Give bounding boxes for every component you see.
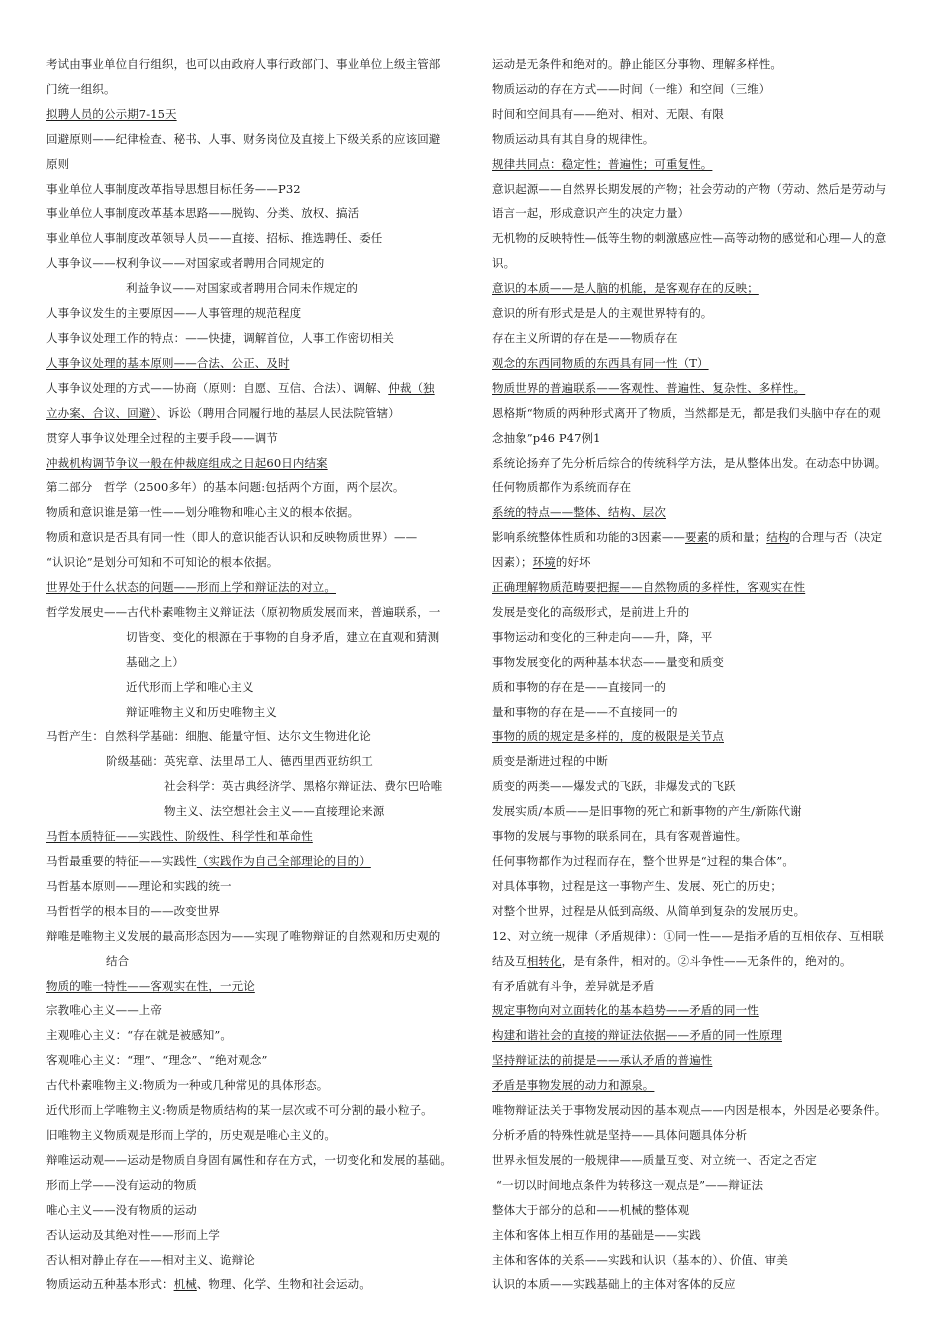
text-segment: 辩唯运动观——运动是物质自身固有属性和存在方式，一切变化和发展的基础。 [46, 1152, 452, 1167]
text-segment: 主体和客体的关系——实践和认识（基本的）、价值、审美 [492, 1252, 788, 1267]
underlined-text: 机械 [173, 1277, 197, 1292]
text-line [492, 700, 912, 725]
text-line [492, 1198, 912, 1223]
text-segment: 马哲最重要的特征——实践性 [46, 854, 197, 868]
text-segment: 的好坏 [555, 555, 591, 570]
text-line [46, 1098, 462, 1123]
text-line [46, 251, 462, 276]
text-segment: 有矛盾就有斗争，差异就是矛盾 [492, 978, 655, 993]
text-line [492, 849, 912, 874]
text-line [46, 127, 462, 152]
text-line [46, 52, 462, 77]
text-line [46, 749, 462, 774]
text-segment: 识。 [492, 256, 516, 271]
text-segment: 物质运动五种基本形式： [46, 1277, 174, 1292]
underlined-text: 系统的特点——整体、结构、层次 [492, 505, 666, 520]
text-segment: 主体和客体上相互作用的基础是——实践 [492, 1227, 701, 1242]
text-segment: 、物理、化学、生物和社会运动。 [196, 1277, 371, 1292]
text-line [492, 650, 912, 675]
text-line [492, 301, 912, 326]
text-line [492, 475, 912, 500]
text-segment: 人事争议处理工作的特点：——快捷，调解首位，人事工作密切相关 [46, 330, 394, 345]
text-line [46, 1023, 462, 1048]
text-segment: “认识论”是划分可知和不可知论的根本依据。 [46, 555, 279, 570]
text-segment: 阶级基础：英宪章、法里昂工人、德西里西亚纺织工 [106, 754, 373, 769]
underlined-text: 观念的东西同物质的东西具有同一性（T） [492, 355, 709, 370]
text-line [46, 924, 462, 949]
text-line [492, 177, 912, 202]
underlined-text: 仲裁（独 [388, 380, 435, 395]
text-line [46, 1173, 462, 1198]
text-segment: 考试由事业单位自行组织，也可以由政府人事行政部门、事业单位上级主管部 [46, 57, 441, 71]
text-line [46, 1248, 462, 1273]
text-segment: 近代形而上学和唯心主义 [126, 679, 254, 694]
text-line [46, 874, 462, 899]
text-line [492, 251, 912, 276]
text-line [46, 575, 462, 600]
text-line [46, 824, 462, 849]
text-segment: 任何事物都作为过程而存在，整个世界是“过程的集合体”。 [492, 854, 794, 868]
text-line [492, 575, 912, 600]
text-line [46, 650, 462, 675]
text-segment: 对具体事物，过程是这一事物产生、发展、死亡的历史； [492, 878, 782, 893]
left-text-column [46, 52, 462, 1297]
text-line [492, 451, 912, 476]
text-line [492, 201, 912, 226]
text-segment: 贯穿人事争议处理全过程的主要手段——调节 [46, 430, 278, 445]
text-segment: 分析矛盾的特殊性就是坚持——具体问题具体分析 [492, 1127, 748, 1142]
text-line [46, 1198, 462, 1223]
text-segment: 事业单位人事制度改革基本思路——脱钩、分类、放权、搞活 [46, 206, 360, 221]
text-line [46, 177, 462, 202]
text-line [46, 600, 462, 625]
text-segment: 运动是无条件和绝对的。静止能区分事物、理解多样性。 [492, 57, 782, 71]
text-segment: 结及互 [492, 953, 527, 968]
text-line [492, 152, 912, 177]
text-line [492, 899, 912, 924]
text-segment: 、诉讼（聘用合同履行地的基层人民法院管辖） [156, 405, 400, 420]
text-segment: 认识的本质——实践基础上的主体对客体的反应 [492, 1277, 736, 1292]
text-line [46, 351, 462, 376]
text-segment: 的合理与否（决定 [789, 530, 883, 545]
text-segment: 整体大于部分的总和——机械的整体观 [492, 1202, 690, 1217]
text-line [46, 276, 462, 301]
text-segment: 质变的两类——爆发式的飞跃，非爆发式的飞跃 [492, 779, 736, 794]
text-line [492, 500, 912, 525]
text-segment: 否认相对静止存在——相对主义、诡辩论 [46, 1252, 255, 1267]
text-line [46, 700, 462, 725]
underlined-text: 相转化 [526, 953, 562, 968]
text-segment: 切皆变、变化的根源在于事物的自身矛盾，建立在直观和猜测 [126, 629, 440, 644]
text-segment: 任何物质都作为系统而存在 [492, 480, 632, 495]
text-line [492, 949, 912, 974]
text-segment: 物质和意识是否具有同一性（即人的意识能否认识和反映物质世界）—— [46, 530, 418, 545]
text-line [46, 675, 462, 700]
text-segment: 影响系统整体性质和功能的3因素—— [492, 530, 686, 545]
text-line [46, 475, 462, 500]
text-line [46, 451, 462, 476]
text-line [492, 998, 912, 1023]
text-line [46, 525, 462, 550]
text-segment: 唯物辩证法关于事物发展动因的基本观点——内因是根本，外因是必要条件。 [492, 1103, 887, 1118]
text-segment: 马哲基本原则——理论和实践的统一 [46, 878, 232, 893]
text-segment: 12、对立统一规律（矛盾规律）：①同一性——是指矛盾的互相依存、互相联 [492, 928, 884, 943]
underlined-text: 人事争议处理的基本原则——合法、公正、及时 [46, 355, 290, 370]
text-segment: 否认运动及其绝对性——形而上学 [46, 1227, 220, 1242]
text-segment: 基础之上） [126, 654, 184, 669]
text-line [492, 1048, 912, 1073]
text-line [492, 1123, 912, 1148]
text-line [46, 500, 462, 525]
text-line [492, 276, 912, 301]
text-line [492, 675, 912, 700]
text-segment: 马哲产生：自然科学基础：细胞、能量守恒、达尔文生物进化论 [46, 729, 371, 744]
text-segment: 辩唯是唯物主义发展的最高形态因为——实现了唯物辩证的自然观和历史观的 [46, 928, 441, 943]
text-segment: 事业单位人事制度改革指导思想目标任务——P32 [46, 181, 301, 196]
text-line [492, 226, 912, 251]
text-segment: 量和事物的存在是——不直接同一的 [492, 704, 678, 719]
text-line [46, 1148, 462, 1173]
text-line [492, 351, 912, 376]
text-segment: 事物运动和变化的三种走向——升，降，平 [492, 629, 713, 644]
text-line [46, 1223, 462, 1248]
text-line [46, 550, 462, 575]
text-line [492, 326, 912, 351]
text-segment: 古代朴素唯物主义:物质为一种或几种常见的具体形态。 [46, 1078, 329, 1093]
text-line [492, 52, 912, 77]
text-line [46, 799, 462, 824]
text-line [46, 201, 462, 226]
text-line [492, 724, 912, 749]
text-segment: 社会科学：英古典经济学、黑格尔辩证法、费尔巴哈唯 [164, 779, 443, 794]
text-line [492, 824, 912, 849]
text-segment: 质变是渐进过程的中断 [492, 754, 608, 769]
text-line [492, 127, 912, 152]
text-line [46, 774, 462, 799]
underlined-text: 事物的质的规定是多样的，度的极限是关节点 [492, 729, 724, 744]
text-segment: 事物发展变化的两种基本状态——量变和质变 [492, 654, 724, 669]
text-segment: 世界永恒发展的一般规律——质量互变、对立统一、否定之否定 [492, 1152, 817, 1167]
text-line [46, 625, 462, 650]
text-segment: 恩格斯“物质的两种形式离开了物质，当然都是无，都是我们头脑中存在的观 [492, 405, 881, 420]
text-segment: 发展实质/本质——是旧事物的死亡和新事物的产生/新陈代谢 [492, 804, 802, 819]
text-segment: 旧唯物主义物质观是形而上学的，历史观是唯心主义的。 [46, 1127, 336, 1142]
text-segment: 客观唯心主义：“理”、“理念”、“绝对观念” [46, 1053, 268, 1068]
underlined-text: 物质世界的普遍联系——客观性、普遍性、复杂性、多样性。 [492, 380, 806, 395]
text-segment: 存在主义所谓的存在是——物质存在 [492, 330, 678, 345]
text-segment: 质和事物的存在是——直接同一的 [492, 679, 666, 694]
text-segment: 物质运动的存在方式——时间（一维）和空间（三维） [492, 81, 771, 96]
text-line [492, 426, 912, 451]
text-segment: 马哲哲学的根本目的——改变世界 [46, 903, 220, 918]
underlined-text: 立办案、合议、回避） [46, 405, 157, 420]
text-line [46, 974, 462, 999]
underlined-text: 正确理解物质范畴要把握——自然物质的多样性，客观实在性 [492, 580, 806, 595]
text-segment: 人事争议处理的方式——协商（原则：自愿、互信、合法）、调解、 [46, 380, 389, 395]
underlined-text: 意识的本质——是人脑的机能，是客观存在的反映； [492, 281, 759, 296]
text-line [492, 1148, 912, 1173]
text-segment: 结合 [106, 953, 130, 968]
text-line [46, 949, 462, 974]
underlined-text: 要素 [685, 530, 709, 545]
text-segment: 人事争议发生的主要原因——人事管理的规范程度 [46, 306, 302, 321]
text-segment: 形而上学——没有运动的物质 [46, 1177, 197, 1192]
text-line [492, 1098, 912, 1123]
underlined-text: 拟聘人员的公示期7-15天 [46, 106, 177, 121]
text-segment: 语言一起，形成意识产生的决定力量） [492, 206, 690, 221]
text-segment: 时间和空间具有——绝对、相对、无限、有限 [492, 106, 724, 121]
text-segment: 发展是变化的高级形式，是前进上升的 [492, 604, 690, 619]
text-segment: 物质和意识谁是第一性——划分唯物和唯心主义的根本依据。 [46, 505, 360, 520]
underlined-text: 构建和谐社会的直接的辩证法依据——矛盾的同一性原理 [492, 1028, 782, 1043]
right-text-column [492, 52, 912, 1297]
text-line [492, 799, 912, 824]
text-line [46, 301, 462, 326]
text-segment: 事物的发展与事物的联系同在，具有客观普遍性。 [492, 829, 748, 844]
underlined-text: （实践作为自己全部理论的目的） [196, 854, 371, 868]
text-segment: 人事争议——权利争议——对国家或者聘用合同规定的 [46, 256, 325, 271]
text-segment: 因素）； [492, 555, 533, 570]
text-line [492, 974, 912, 999]
underlined-text: 马哲本质特征——实践性、阶级性、科学性和革命性 [46, 829, 313, 844]
underlined-text: 矛盾是事物发展的动力和源泉。 [492, 1078, 655, 1093]
text-line [492, 874, 912, 899]
text-line [492, 600, 912, 625]
text-line [492, 749, 912, 774]
text-line [492, 1173, 912, 1198]
text-segment: 的质和量； [708, 530, 767, 545]
text-segment: 物质运动具有其自身的规律性。 [492, 131, 655, 146]
text-line [492, 1073, 912, 1098]
text-line [46, 1272, 462, 1297]
text-line [492, 102, 912, 127]
text-segment: 事业单位人事制度改革领导人员——直接、招标、推选聘任、委任 [46, 231, 383, 246]
text-segment: 念抽象”p46 P47例1 [492, 430, 601, 445]
text-segment: 利益争议——对国家或者聘用合同未作规定的 [126, 281, 358, 296]
text-segment: ，是有条件，相对的。②斗争性——无条件的，绝对的。 [561, 953, 852, 968]
underlined-text: 冲裁机构调节争议一般在仲裁庭组成之日起60日内结案 [46, 455, 328, 470]
underlined-text: 环境 [532, 555, 556, 570]
text-line [46, 102, 462, 127]
text-line [46, 1123, 462, 1148]
text-segment: 近代形而上学唯物主义:物质是物质结构的某一层次或不可分割的最小粒子。 [46, 1103, 433, 1118]
text-line [492, 774, 912, 799]
text-segment: 哲学发展史——古代朴素唯物主义辩证法（原初物质发展而来，普遍联系，一 [46, 604, 441, 619]
text-line [46, 152, 462, 177]
text-line [46, 426, 462, 451]
text-segment: 第二部分 哲学（2500多年）的基本问题:包括两个方面，两个层次。 [46, 480, 405, 495]
text-line [46, 1048, 462, 1073]
text-line [492, 77, 912, 102]
text-line [46, 401, 462, 426]
text-line [492, 525, 912, 550]
underlined-text: 世界处于什么状态的问题——形而上学和辩证法的对立。 [46, 580, 336, 595]
underlined-text: 规律共同点：稳定性；普遍性；可重复性。 [492, 156, 713, 171]
text-segment: 唯心主义——没有物质的运动 [46, 1202, 197, 1217]
text-line [492, 1223, 912, 1248]
text-segment: 意识的所有形式是是人的主观世界特有的。 [492, 306, 713, 321]
text-line [46, 724, 462, 749]
underlined-text: 坚持辩证法的前提是——承认矛盾的普遍性 [492, 1053, 713, 1068]
text-line [492, 1248, 912, 1273]
text-line [46, 998, 462, 1023]
text-segment: 回避原则——纪律检查、秘书、人事、财务岗位及直接上下级关系的应该回避 [46, 131, 441, 146]
text-line [46, 326, 462, 351]
text-line [46, 1073, 462, 1098]
text-segment: 宗教唯心主义——上帝 [46, 1003, 162, 1018]
text-line [46, 77, 462, 102]
text-line [492, 401, 912, 426]
text-segment: 无机物的反映特性—低等生物的刺激感应性—高等动物的感觉和心理—人的意 [492, 231, 887, 246]
text-segment: 物主义、法空想社会主义——直接理论来源 [164, 804, 385, 819]
text-segment: “一切以时间地点条件为转移这一观点是”——辩证法 [496, 1177, 764, 1192]
text-line [46, 849, 462, 874]
text-segment: 意识起源——自然界长期发展的产物；社会劳动的产物（劳动、然后是劳动与 [492, 181, 887, 196]
text-segment: 主观唯心主义：“存在就是被感知”。 [46, 1028, 232, 1043]
text-line [46, 376, 462, 401]
text-segment: 对整个世界，过程是从低到高级、从简单到复杂的发展历史。 [492, 903, 806, 918]
text-segment: 辩证唯物主义和历史唯物主义 [126, 704, 277, 719]
text-segment: 原则 [46, 156, 70, 171]
text-line [492, 550, 912, 575]
text-segment: 系统论扬弃了先分析后综合的传统科学方法，是从整体出发。在动态中协调。 [492, 455, 887, 470]
underlined-text: 规定事物向对立面转化的基本趋势——矛盾的同一性 [492, 1003, 759, 1018]
text-line [492, 376, 912, 401]
text-line [492, 924, 912, 949]
text-line [492, 1023, 912, 1048]
underlined-text: 结构 [766, 530, 790, 545]
text-line [46, 899, 462, 924]
text-segment: 门统一组织。 [46, 81, 116, 96]
text-line [46, 226, 462, 251]
text-line [492, 1272, 912, 1297]
underlined-text: 物质的唯一特性——客观实在性，一元论 [46, 978, 255, 993]
text-line [492, 625, 912, 650]
